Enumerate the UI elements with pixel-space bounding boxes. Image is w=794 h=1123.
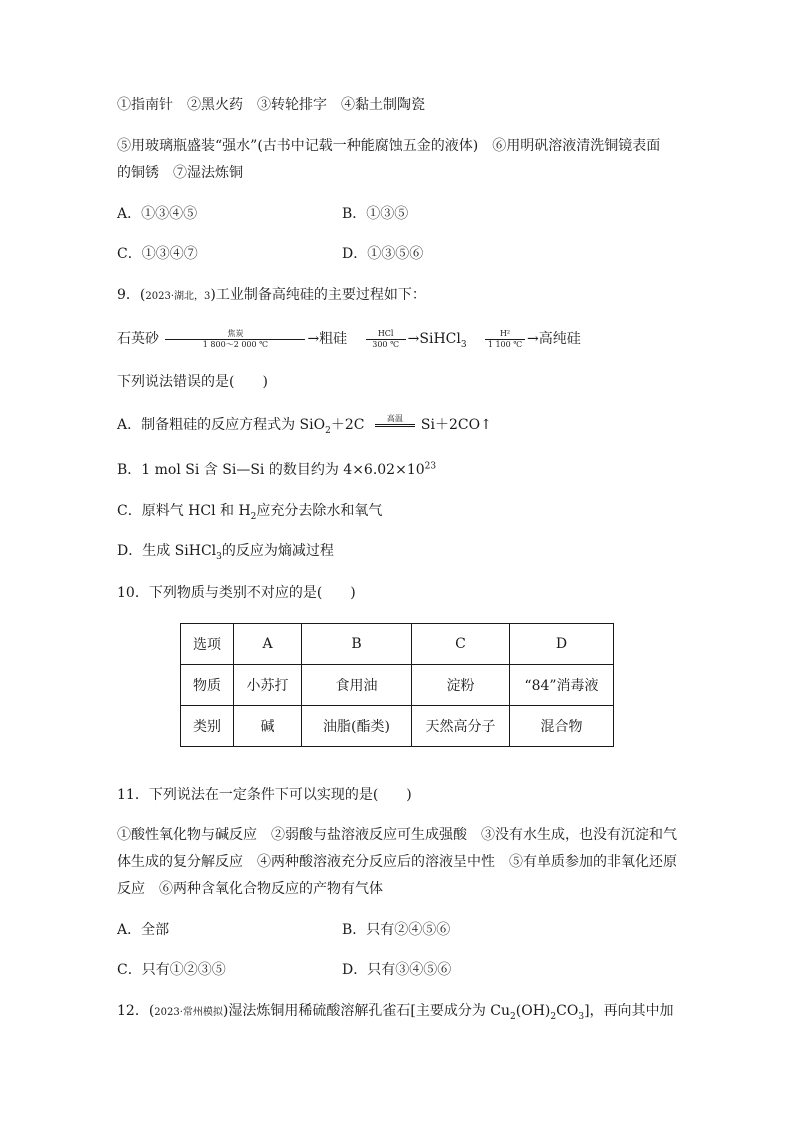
table-cell: 物质: [181, 665, 234, 706]
flow-product3: →高纯硅: [527, 331, 581, 347]
q11-option-b: B．只有②④⑤⑥: [342, 922, 451, 938]
q10-stem: 10．下列物质与类别不对应的是( ): [117, 585, 356, 601]
q9-stem-text: )工业制备高纯硅的主要过程如下：: [210, 287, 426, 303]
q11-line1: ①酸性氧化物与碱反应 ②弱酸与盐溶液反应可生成强酸 ③没有水生成，也没有沉淀和气: [117, 827, 677, 843]
q12-source: 2023·常州模拟: [154, 1007, 223, 1018]
table-cell: 食用油: [302, 665, 412, 706]
q11-stem: 11．下列说法在一定条件下可以实现的是( ): [117, 787, 412, 803]
q8-items-line1: ①指南针 ②黑火药 ③转轮排字 ④黏土制陶瓷: [117, 97, 425, 113]
q11-line2: 体生成的复分解反应 ④两种酸溶液充分反应后的溶液呈中性 ⑤有单质参加的非氧化还原: [117, 854, 677, 870]
table-row: [181, 706, 614, 747]
reaction-condition-arrow: [375, 414, 415, 437]
flow-arrow-1: [165, 329, 305, 350]
table-row: [181, 665, 614, 706]
table-cell: 碱: [234, 706, 302, 747]
table-cell: “84”消毒液: [510, 665, 614, 706]
table-cell: 混合物: [510, 706, 614, 747]
table-cell: 油脂(酯类): [302, 706, 412, 747]
reaction-condition: 高温: [386, 413, 403, 423]
q9-option-a: A．制备粗硅的反应方程式为 SiO$_2$＋2C 高温 Si＋2CO↑: [117, 413, 492, 436]
flow-step1-bottom: 1 800～2 000 ℃: [202, 339, 269, 349]
q12-stem: 12．(2023·常州模拟)湿法炼铜用稀硫酸溶解孔雀石[主要成分为 $Cu_2(OH)_2CO_3$]，再向其中加: [117, 1003, 674, 1022]
q9-question: 下列说法错误的是( ): [117, 374, 268, 390]
q8-option-c: C．①③④⑦: [117, 246, 198, 262]
table-cell: 小苏打: [234, 665, 302, 706]
q8-option-a: A．①③④⑤: [117, 206, 198, 222]
q8-option-d: D．①③⑤⑥: [342, 246, 424, 262]
table-cell: 选项: [181, 624, 234, 665]
q9-number: 9．(: [117, 287, 146, 303]
table-cell: 淀粉: [412, 665, 510, 706]
flow-product1: →粗硅: [307, 331, 348, 347]
q10-table: [180, 623, 614, 747]
flow-start: 石英砂: [117, 331, 159, 347]
table-cell: 天然高分子: [412, 706, 510, 747]
q11-option-a: A．全部: [117, 922, 170, 938]
flow-arrow-3: [485, 329, 525, 350]
flow-step2-bottom: 300 ℃: [372, 339, 400, 349]
q8-items-line3: 的铜锈 ⑦湿法炼铜: [117, 165, 243, 181]
q9-option-b: B．1 mol Si 含 Si—Si 的数目约为 $4\times 6.02\times 10^{23}$: [117, 461, 437, 478]
table-cell: C: [412, 624, 510, 665]
table-cell: A: [234, 624, 302, 665]
q9-option-c: C．原料气 HCl 和 $H_2$应充分去除水和氧气: [117, 503, 383, 522]
flow-step1-top: 焦炭: [227, 328, 244, 338]
q9-option-d: D．生成 SiHCl$_3$的反应为熵减过程: [117, 543, 334, 562]
table-row: [181, 624, 614, 665]
table-cell: B: [302, 624, 412, 665]
flow-step3-bottom: 1 100 ℃: [487, 339, 523, 349]
q9-stem: [117, 285, 426, 307]
table-cell: D: [510, 624, 614, 665]
q9-source: 2023·湖北，3: [145, 291, 211, 302]
flow-step3-top: H²: [499, 328, 511, 338]
table-cell: 类别: [181, 706, 234, 747]
flow-arrow-2: [366, 329, 406, 350]
q9-flow: [117, 323, 581, 355]
q8-items-line2: ⑤用玻璃瓶盛装“强水”(古书中记载一种能腐蚀五金的液体) ⑥用明矾溶液清洗铜镜表面: [117, 138, 661, 154]
q8-option-b: B．①③⑤: [342, 206, 409, 222]
flow-product2: →SiHCl$_3$: [407, 331, 467, 350]
q11-line3: 反应 ⑥两种含氧化合物反应的产物有气体: [117, 881, 383, 897]
flow-step2-top: HCl: [377, 328, 394, 338]
q11-option-d: D．只有③④⑤⑥: [342, 962, 452, 978]
q11-option-c: C．只有①②③⑤: [117, 962, 226, 978]
